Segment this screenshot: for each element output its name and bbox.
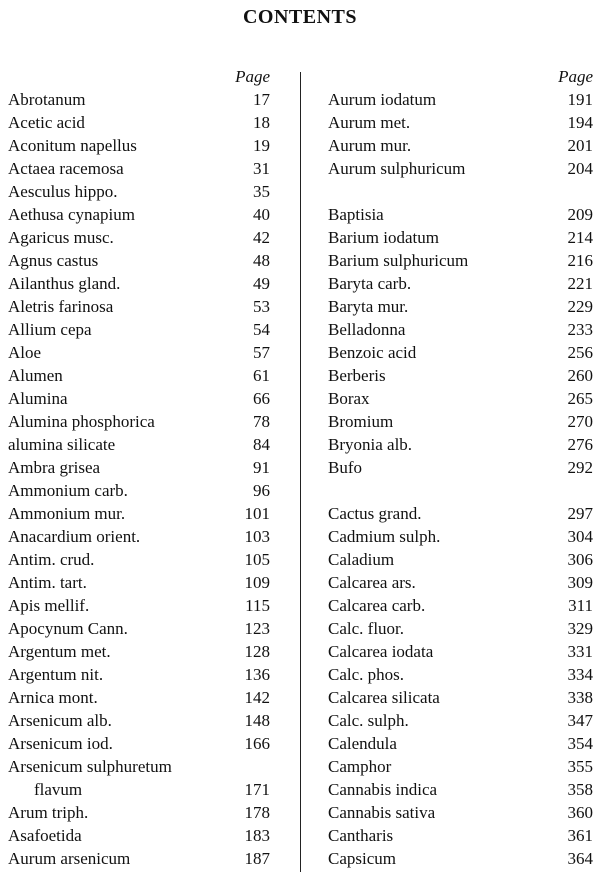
entry-name: Ammonium carb. <box>8 481 128 500</box>
entry-page-number: 191 <box>567 90 593 109</box>
contents-entry <box>8 272 270 295</box>
blank-row <box>328 180 593 203</box>
contents-list-right <box>328 88 593 870</box>
contents-entry <box>8 318 270 341</box>
contents-entry <box>8 410 270 433</box>
entry-name: Apocynum Cann. <box>8 619 128 638</box>
contents-entry <box>328 548 593 571</box>
entry-page-number: 256 <box>567 343 593 362</box>
entry-name: Argentum nit. <box>8 665 104 684</box>
entry-name: Bromium <box>328 412 394 431</box>
entry-page-number: 297 <box>567 504 593 523</box>
entry-name: Benzoic acid <box>328 343 417 362</box>
contents-entry <box>8 456 270 479</box>
contents-entry <box>8 479 270 502</box>
blank-row <box>328 479 593 502</box>
entry-page-number: 229 <box>567 297 593 316</box>
entry-name: Calc. phos. <box>328 665 405 684</box>
contents-entry <box>8 640 270 663</box>
entry-page-number: 142 <box>244 688 270 707</box>
contents-entry <box>328 226 593 249</box>
entry-page-number: 53 <box>253 297 270 316</box>
contents-entry <box>8 617 270 640</box>
contents-entry <box>8 88 270 111</box>
entry-name: Arsenicum alb. <box>8 711 112 730</box>
contents-entry <box>8 686 270 709</box>
entry-name: Cannabis sativa <box>328 803 436 822</box>
entry-page-number: 331 <box>567 642 593 661</box>
entry-name: Caladium <box>328 550 395 569</box>
entry-page-number: 355 <box>567 757 593 776</box>
contents-entry <box>8 709 270 732</box>
contents-entry <box>328 502 593 525</box>
contents-entry <box>8 732 270 755</box>
page-column-header: Page <box>235 67 270 86</box>
contents-entry <box>328 410 593 433</box>
entry-name: Calcarea carb. <box>328 596 426 615</box>
entry-page-number: 260 <box>567 366 593 385</box>
entry-name: Baryta carb. <box>328 274 412 293</box>
entry-name: Agnus castus <box>8 251 99 270</box>
contents-entry <box>328 824 593 847</box>
entry-page-number: 66 <box>253 389 270 408</box>
entry-page-number: 209 <box>567 205 593 224</box>
entry-name: Acetic acid <box>8 113 85 132</box>
contents-entry <box>8 157 270 180</box>
entry-page-number: 347 <box>567 711 593 730</box>
entry-name: Capsicum <box>328 849 396 868</box>
entry-page-number: 311 <box>568 596 593 615</box>
contents-entry <box>8 755 270 778</box>
entry-page-number: 276 <box>567 435 593 454</box>
entry-page-number: 49 <box>253 274 270 293</box>
page-title: CONTENTS <box>242 6 358 28</box>
entry-name: Barium sulphuricum <box>328 251 469 270</box>
entry-name: Alumen <box>8 366 63 385</box>
entry-name: Cantharis <box>328 826 394 845</box>
entry-page-number: 306 <box>567 550 593 569</box>
entry-name: Camphor <box>328 757 392 776</box>
entry-page-number: 123 <box>244 619 270 638</box>
contents-entry <box>8 525 270 548</box>
contents-entry <box>328 732 593 755</box>
entry-name: Arum triph. <box>8 803 89 822</box>
contents-entry <box>328 134 593 157</box>
entry-name: Calc. fluor. <box>328 619 405 638</box>
entry-page-number: 84 <box>253 435 270 454</box>
contents-entry <box>328 387 593 410</box>
contents-entry <box>328 594 593 617</box>
entry-page-number: 96 <box>253 481 270 500</box>
entry-name: Calcarea silicata <box>328 688 440 707</box>
contents-entry <box>8 801 270 824</box>
entry-name: Borax <box>328 389 370 408</box>
entry-page-number: 105 <box>244 550 270 569</box>
contents-entry <box>8 387 270 410</box>
entry-name: Apis mellif. <box>8 596 90 615</box>
entry-page-number: 128 <box>244 642 270 661</box>
entry-page-number: 329 <box>567 619 593 638</box>
contents-entry <box>328 295 593 318</box>
entry-name: Actaea racemosa <box>8 159 124 178</box>
entry-name: Aurum sulphuricum <box>328 159 466 178</box>
contents-entry <box>8 502 270 525</box>
entry-name: Calc. sulph. <box>328 711 409 730</box>
entry-name: Ammonium mur. <box>8 504 126 523</box>
entry-page-number: 31 <box>253 159 270 178</box>
contents-entry <box>328 341 593 364</box>
entry-name: Abrotanum <box>8 90 86 109</box>
entry-name: Cannabis indica <box>328 780 438 799</box>
contents-entry <box>328 456 593 479</box>
entry-name: Ailanthus gland. <box>8 274 121 293</box>
entry-page-number: 35 <box>253 182 270 201</box>
entry-name: Arsenicum iod. <box>8 734 113 753</box>
entry-name: Aethusa cynapium <box>8 205 135 224</box>
entry-name: Aesculus hippo. <box>8 182 118 201</box>
entry-name: Berberis <box>328 366 386 385</box>
entry-page-number: 292 <box>567 458 593 477</box>
contents-entry <box>328 847 593 870</box>
entry-name: Antim. tart. <box>8 573 87 592</box>
entry-page-number: 178 <box>244 803 270 822</box>
entry-name: Aurum met. <box>328 113 411 132</box>
entry-page-number: 42 <box>253 228 270 247</box>
entry-page-number: 19 <box>253 136 270 155</box>
contents-entry <box>8 548 270 571</box>
entry-name: Bufo <box>328 458 362 477</box>
entry-page-number: 194 <box>567 113 593 132</box>
entry-name: Bryonia alb. <box>328 435 413 454</box>
contents-entry <box>8 226 270 249</box>
contents-entry <box>8 341 270 364</box>
entry-page-number: 101 <box>244 504 270 523</box>
contents-entry <box>8 571 270 594</box>
contents-entry <box>328 709 593 732</box>
entry-page-number: 91 <box>253 458 270 477</box>
column-divider <box>300 72 301 872</box>
entry-name: Agaricus musc. <box>8 228 114 247</box>
entry-name: Aurum iodatum <box>328 90 437 109</box>
contents-entry <box>328 686 593 709</box>
entry-name: Arsenicum sulphuretum <box>8 757 172 776</box>
entry-page-number: 221 <box>567 274 593 293</box>
entry-page-number: 57 <box>253 343 270 362</box>
entry-name: Asafoetida <box>8 826 82 845</box>
entry-name: Antim. crud. <box>8 550 95 569</box>
contents-entry <box>8 778 270 801</box>
entry-page-number: 265 <box>567 389 593 408</box>
entry-name: Calendula <box>328 734 397 753</box>
entry-page-number: 361 <box>567 826 593 845</box>
entry-name: Aletris farinosa <box>8 297 114 316</box>
contents-entry <box>328 272 593 295</box>
entry-page-number: 187 <box>244 849 270 868</box>
contents-entry <box>8 180 270 203</box>
entry-name: flavum <box>34 780 83 799</box>
entry-page-number: 148 <box>244 711 270 730</box>
entry-page-number: 109 <box>244 573 270 592</box>
contents-entry <box>8 249 270 272</box>
contents-entry <box>8 594 270 617</box>
entry-name: Barium iodatum <box>328 228 439 247</box>
entry-name: Alumina phosphorica <box>8 412 155 431</box>
contents-entry <box>328 755 593 778</box>
entry-page-number: 115 <box>245 596 270 615</box>
entry-page-number: 270 <box>567 412 593 431</box>
contents-column-left <box>8 66 270 870</box>
entry-page-number: 338 <box>567 688 593 707</box>
contents-entry <box>8 111 270 134</box>
entry-page-number: 166 <box>244 734 270 753</box>
contents-entry <box>8 203 270 226</box>
entry-page-number: 358 <box>567 780 593 799</box>
entry-name: Aloe <box>8 343 42 362</box>
contents-entry <box>328 157 593 180</box>
entry-page-number: 233 <box>567 320 593 339</box>
entry-page-number: 103 <box>244 527 270 546</box>
entry-page-number: 364 <box>567 849 593 868</box>
entry-name: Argentum met. <box>8 642 111 661</box>
entry-name: Baptisia <box>328 205 384 224</box>
entry-name: Ambra grisea <box>8 458 101 477</box>
entry-page-number: 54 <box>253 320 270 339</box>
contents-entry <box>328 801 593 824</box>
contents-entry <box>328 433 593 456</box>
contents-entry <box>8 364 270 387</box>
entry-name: Calcarea ars. <box>328 573 416 592</box>
entry-page-number: 334 <box>567 665 593 684</box>
entry-page-number: 360 <box>567 803 593 822</box>
contents-column-right <box>328 66 593 870</box>
contents-entry <box>328 318 593 341</box>
contents-list-left <box>8 88 270 870</box>
contents-entry <box>328 663 593 686</box>
contents-entry <box>328 88 593 111</box>
entry-page-number: 48 <box>253 251 270 270</box>
contents-entry <box>328 203 593 226</box>
entry-page-number: 40 <box>253 205 270 224</box>
entry-page-number: 204 <box>567 159 593 178</box>
entry-page-number: 216 <box>567 251 593 270</box>
contents-entry <box>8 134 270 157</box>
entry-page-number: 136 <box>244 665 270 684</box>
entry-page-number: 78 <box>253 412 270 431</box>
contents-entry <box>8 663 270 686</box>
entry-name: Calcarea iodata <box>328 642 434 661</box>
entry-name: Belladonna <box>328 320 406 339</box>
entry-name: Aurum arsenicum <box>8 849 131 868</box>
entry-name: Cactus grand. <box>328 504 422 523</box>
contents-entry <box>328 617 593 640</box>
contents-entry <box>328 778 593 801</box>
entry-name: Allium cepa <box>8 320 92 339</box>
entry-page-number: 171 <box>244 780 270 799</box>
entry-name: Aurum mur. <box>328 136 412 155</box>
entry-page-number: 201 <box>567 136 593 155</box>
contents-entry <box>8 433 270 456</box>
entry-name: Cadmium sulph. <box>328 527 441 546</box>
entry-page-number: 183 <box>244 826 270 845</box>
entry-name: Aconitum napellus <box>8 136 137 155</box>
entry-page-number: 61 <box>253 366 270 385</box>
contents-entry <box>328 525 593 548</box>
contents-entry <box>328 364 593 387</box>
entry-name: Baryta mur. <box>328 297 409 316</box>
entry-page-number: 309 <box>567 573 593 592</box>
entry-page-number: 304 <box>567 527 593 546</box>
contents-entry <box>328 640 593 663</box>
page-column-header: Page <box>558 67 593 86</box>
entry-name: Alumina <box>8 389 68 408</box>
entry-page-number: 17 <box>253 90 270 109</box>
contents-entry <box>8 295 270 318</box>
contents-entry <box>8 847 270 870</box>
contents-entry <box>328 249 593 272</box>
entry-page-number: 18 <box>253 113 270 132</box>
contents-entry <box>328 571 593 594</box>
contents-entry <box>328 111 593 134</box>
entry-page-number: 354 <box>567 734 593 753</box>
entry-name: Anacardium orient. <box>8 527 141 546</box>
entry-name: alumina silicate <box>8 435 116 454</box>
contents-entry <box>8 824 270 847</box>
entry-name: Arnica mont. <box>8 688 98 707</box>
entry-page-number: 214 <box>567 228 593 247</box>
